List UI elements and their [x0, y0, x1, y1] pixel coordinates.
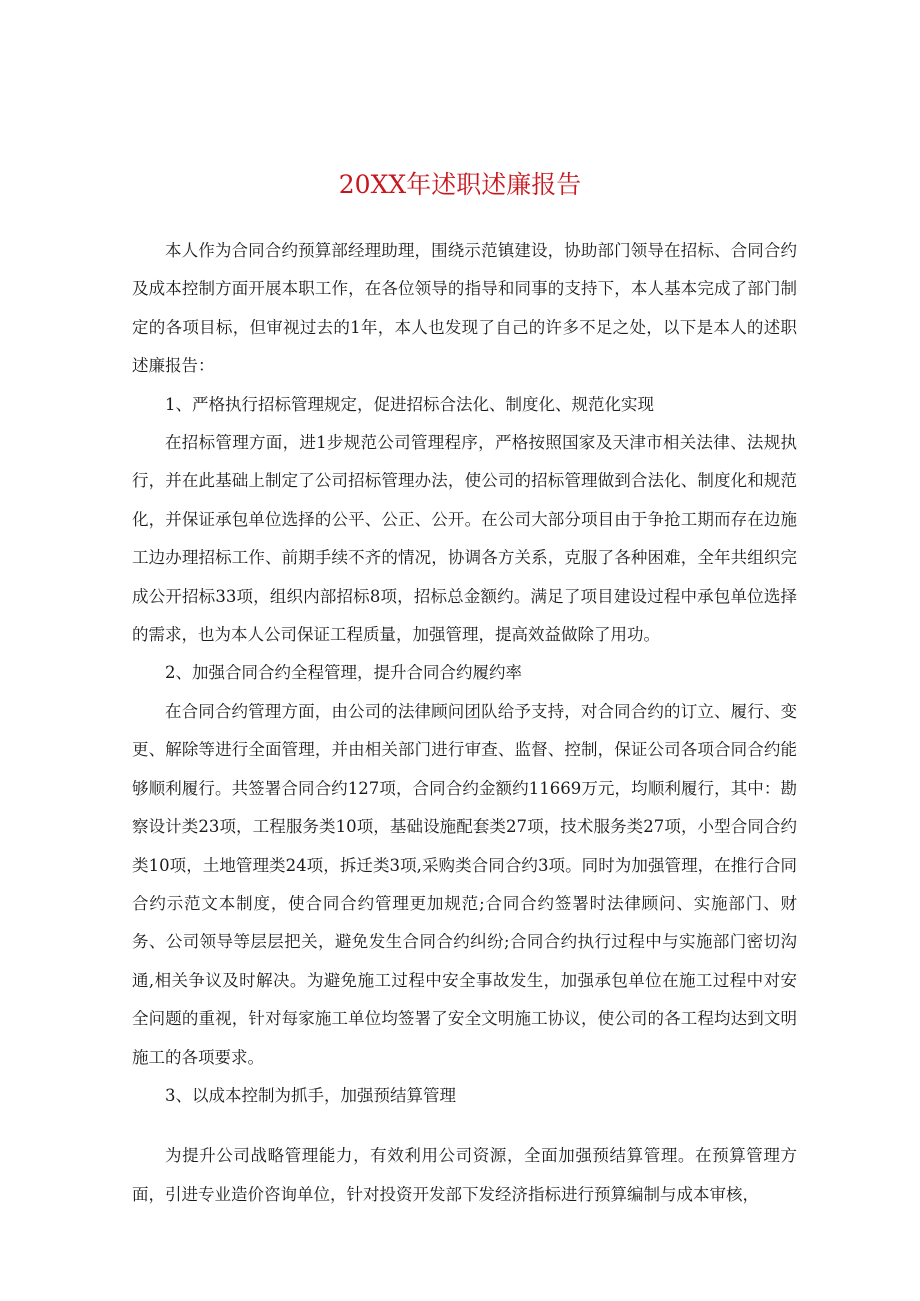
section-2-heading: 2、加强合同合约全程管理，提升合同合约履约率: [165, 663, 522, 683]
section-1-paragraph: 在招标管理方面，进1步规范公司管理程序，严格按照国家及天津市相关法律、法规执行，并在此基础上制定了公司招标管理办法，使公司的招标管理做到合法化、制度化和规范化，并保证承包单位选择的公平、公正、公开。在公司大部分项目由于争抢工期而存在边施工边办理招标工作、前期手续不齐的情况，协调各方关系，克服了各种困难，全年共组织完成公开招标33项，组织内部招标8项，招标总金额约。满足了项目建设过程中承包单位选择的需求，也为本人公司保证工程质量，加强管理，提高效益做除了用功。: [132, 433, 797, 645]
intro-paragraph: 本人作为合同合约预算部经理助理，围绕示范镇建设，协助部门领导在招标、合同合约及成本控制方面开展本职工作，在各位领导的指导和同事的支持下，本人基本完成了部门制定的各项目标，但审视过去的1年，本人也发现了自己的许多不足之处，以下是本人的述职述廉报告：: [132, 241, 797, 376]
section-1-heading: 1、严格执行招标管理规定，促进招标合法化、制度化、规范化实现: [165, 394, 654, 414]
document-title: 20XX年述职述廉报告: [338, 170, 582, 199]
section-3-heading: 3、以成本控制为抓手，加强预结算管理: [165, 1085, 456, 1105]
section-3-paragraph: 为提升公司战略管理能力，有效利用公司资源，全面加强预结算管理。在预算管理方面，引进专业造价咨询单位，针对投资开发部下发经济指标进行预算编制与成本审核，: [132, 1146, 797, 1204]
section-2-paragraph: 在合同合约管理方面，由公司的法律顾问团队给予支持，对合同合约的订立、履行、变更、解除等进行全面管理，并由相关部门进行审查、监督、控制，保证公司各项合同合约能够顺利履行。共签署合同合约127项，合同合约金额约11669万元，均顺利履行，其中：勘察设计类23项，工程服务类10项，基础设施配套类27项，技术服务类27项，小型合同合约类10项，土地管理类24项，拆迁类3项,采购类合同合约3项。同时为加强管理，在推行合同合约示范文本制度，使合同合约管理更加规范;合同合约签署时法律顾问、实施部门、财务、公司领导等层层把关，避免发生合同合约纠纷;合同合约执行过程中与实施部门密切沟通,相关争议及时解决。为避免施工过程中安全事故发生，加强承包单位在施工过程中对安全问题的重视，针对每家施工单位均签署了安全文明施工协议，使公司的各工程均达到文明施工的各项要求。: [132, 701, 797, 1067]
document-body: [132, 232, 797, 1214]
